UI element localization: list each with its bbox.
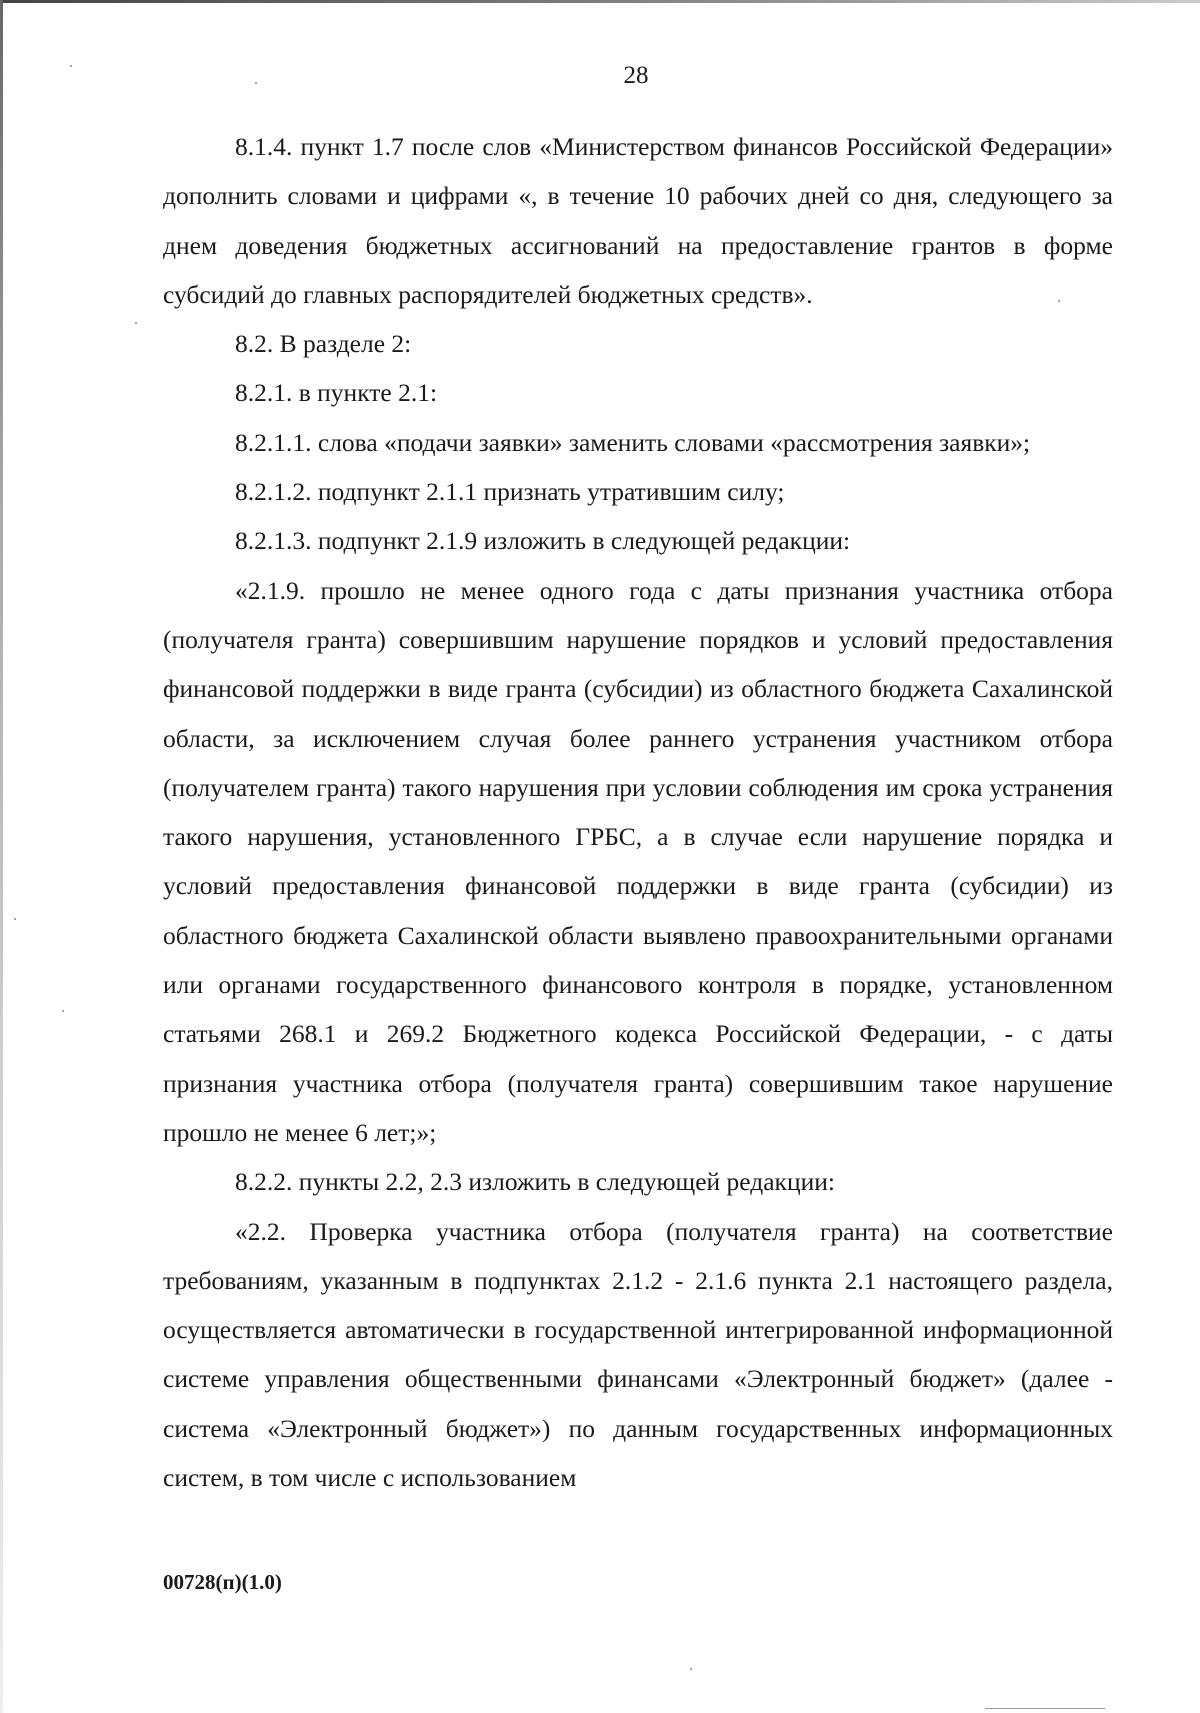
scan-speck (255, 82, 257, 84)
scan-speck (135, 322, 137, 324)
scan-speck (14, 918, 16, 920)
page-number: 28 (623, 62, 649, 89)
scan-mark-bottom (985, 1708, 1105, 1709)
document-body (163, 122, 1113, 1502)
paragraph-quote-2-2: «2.2. Проверка участника отбора (получателя гранта) на соответствие требованиям, указанным в подпунктах 2.1.2 - 2.1.6 пункта 2.1 настоящего раздела, осуществляется автоматически в государственной интегрированной информационной системе управления общественными финансами «Электронный бюджет» (далее - система «Электронный бюджет») по данным государственных информационных систем, в том числе с использованием (163, 1216, 1113, 1493)
paragraph-8-2-1: 8.2.1. в пункте 2.1: (235, 378, 438, 408)
document-code: 00728(п)(1.0) (163, 1570, 282, 1594)
scan-speck (70, 65, 72, 67)
scan-edge-left (0, 0, 3, 1713)
paragraph-quote-2-1-9: «2.1.9. прошло не менее одного года с даты признания участника отбора (получателя гранта) совершившим нарушение порядков и условий предоставления финансовой поддержки в виде гранта (субсидии) из областного бюджета Сахалинской области, за исключением случая более раннего устранения участником отбора (получателем гранта) такого нарушения при условии соблюдения им срока устранения такого нарушения, установленного ГРБС, а в случае если нарушение порядка и условий предоставления финансовой поддержки в виде гранта (субсидии) из областного бюджета Сахалинской области выявлено правоохранительными органами или органами государственного финансового контроля в порядке, установленном статьями 268.1 и 269.2 Бюджетного кодекса Российской Федерации, - с даты признания участника отбора (получателя гранта) совершившим такое нарушение прошло не менее 6 лет;»; (163, 575, 1113, 1147)
paragraph-8-1-4: 8.1.4. пункт 1.7 после слов «Министерством финансов Российской Федерации» дополнить словами и цифрами «, в течение 10 рабочих дней со дня, следующего за днем доведения бюджетных ассигнований на предоставление грантов в форме субсидий до главных распорядителей бюджетных средств». (163, 132, 1113, 309)
paragraph-8-2-2: 8.2.2. пункты 2.2, 2.3 изложить в следующей редакции: (235, 1167, 835, 1197)
paragraph-8-2-1-1: 8.2.1.1. слова «подачи заявки» заменить словами «рассмотрения заявки»; (235, 427, 1031, 457)
scan-edge-top (0, 0, 1200, 3)
scan-speck (62, 1010, 64, 1012)
paragraph-8-2-1-3: 8.2.1.3. подпункт 2.1.9 изложить в следующей редакции: (235, 526, 851, 556)
scan-speck (1058, 300, 1060, 302)
paragraph-8-2: 8.2. В разделе 2: (235, 329, 412, 359)
paragraph-8-2-1-2: 8.2.1.2. подпункт 2.1.1 признать утратившим силу; (235, 477, 785, 507)
scan-speck (690, 1668, 692, 1670)
